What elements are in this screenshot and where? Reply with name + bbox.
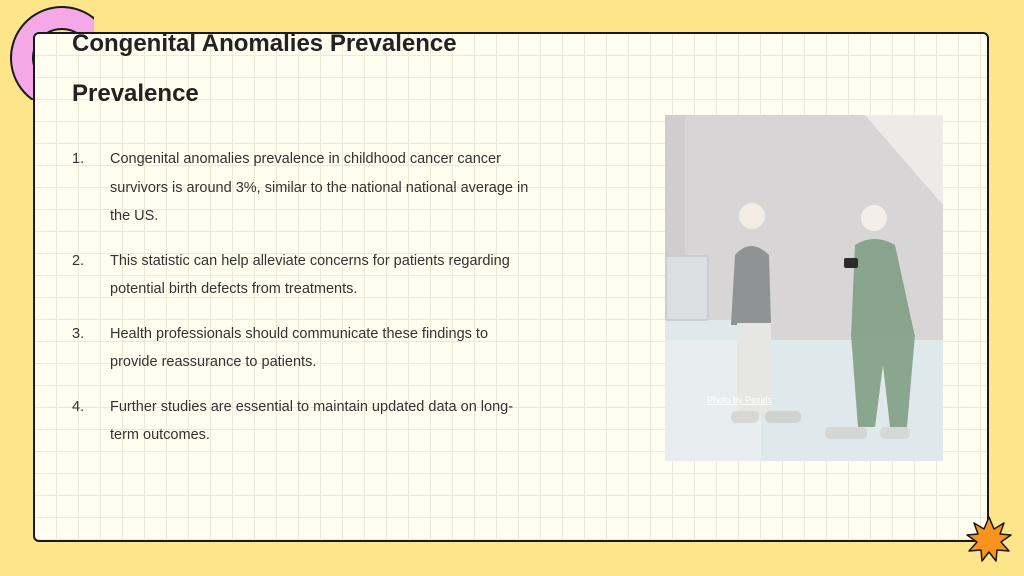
list-item-text: This statistic can help alleviate concerns for patients regarding potential birth defects from treatments. — [110, 252, 510, 297]
photo-illustration — [665, 115, 943, 461]
list-item-number: 4. — [72, 398, 85, 415]
list-item — [72, 145, 532, 231]
list-item-number: 3. — [72, 325, 85, 342]
list-item-number: 2. — [72, 252, 85, 269]
people-talking-photo — [665, 115, 943, 461]
list-item-number: 1. — [72, 151, 85, 167]
list-item-text: Congenital anomalies prevalence in childhood cancer cancer survivors is around 3%, similar to the national national average in the US. — [110, 151, 529, 224]
list-item — [72, 393, 532, 450]
bullet-list — [72, 145, 532, 466]
slide-title: Congenital Anomalies Prevalence — [72, 30, 457, 57]
list-item — [72, 320, 532, 377]
list-item — [72, 247, 532, 304]
list-item-text: Further studies are essential to maintain updated data on long-term outcomes. — [110, 398, 514, 443]
orange-sun-decoration — [964, 514, 1014, 564]
photo-credit-link[interactable]: Photo by Pexels — [707, 395, 773, 405]
list-item-text: Health professionals should communicate these findings to provide reassurance to patients. — [110, 325, 489, 370]
slide-subtitle: Prevalence — [72, 80, 199, 107]
